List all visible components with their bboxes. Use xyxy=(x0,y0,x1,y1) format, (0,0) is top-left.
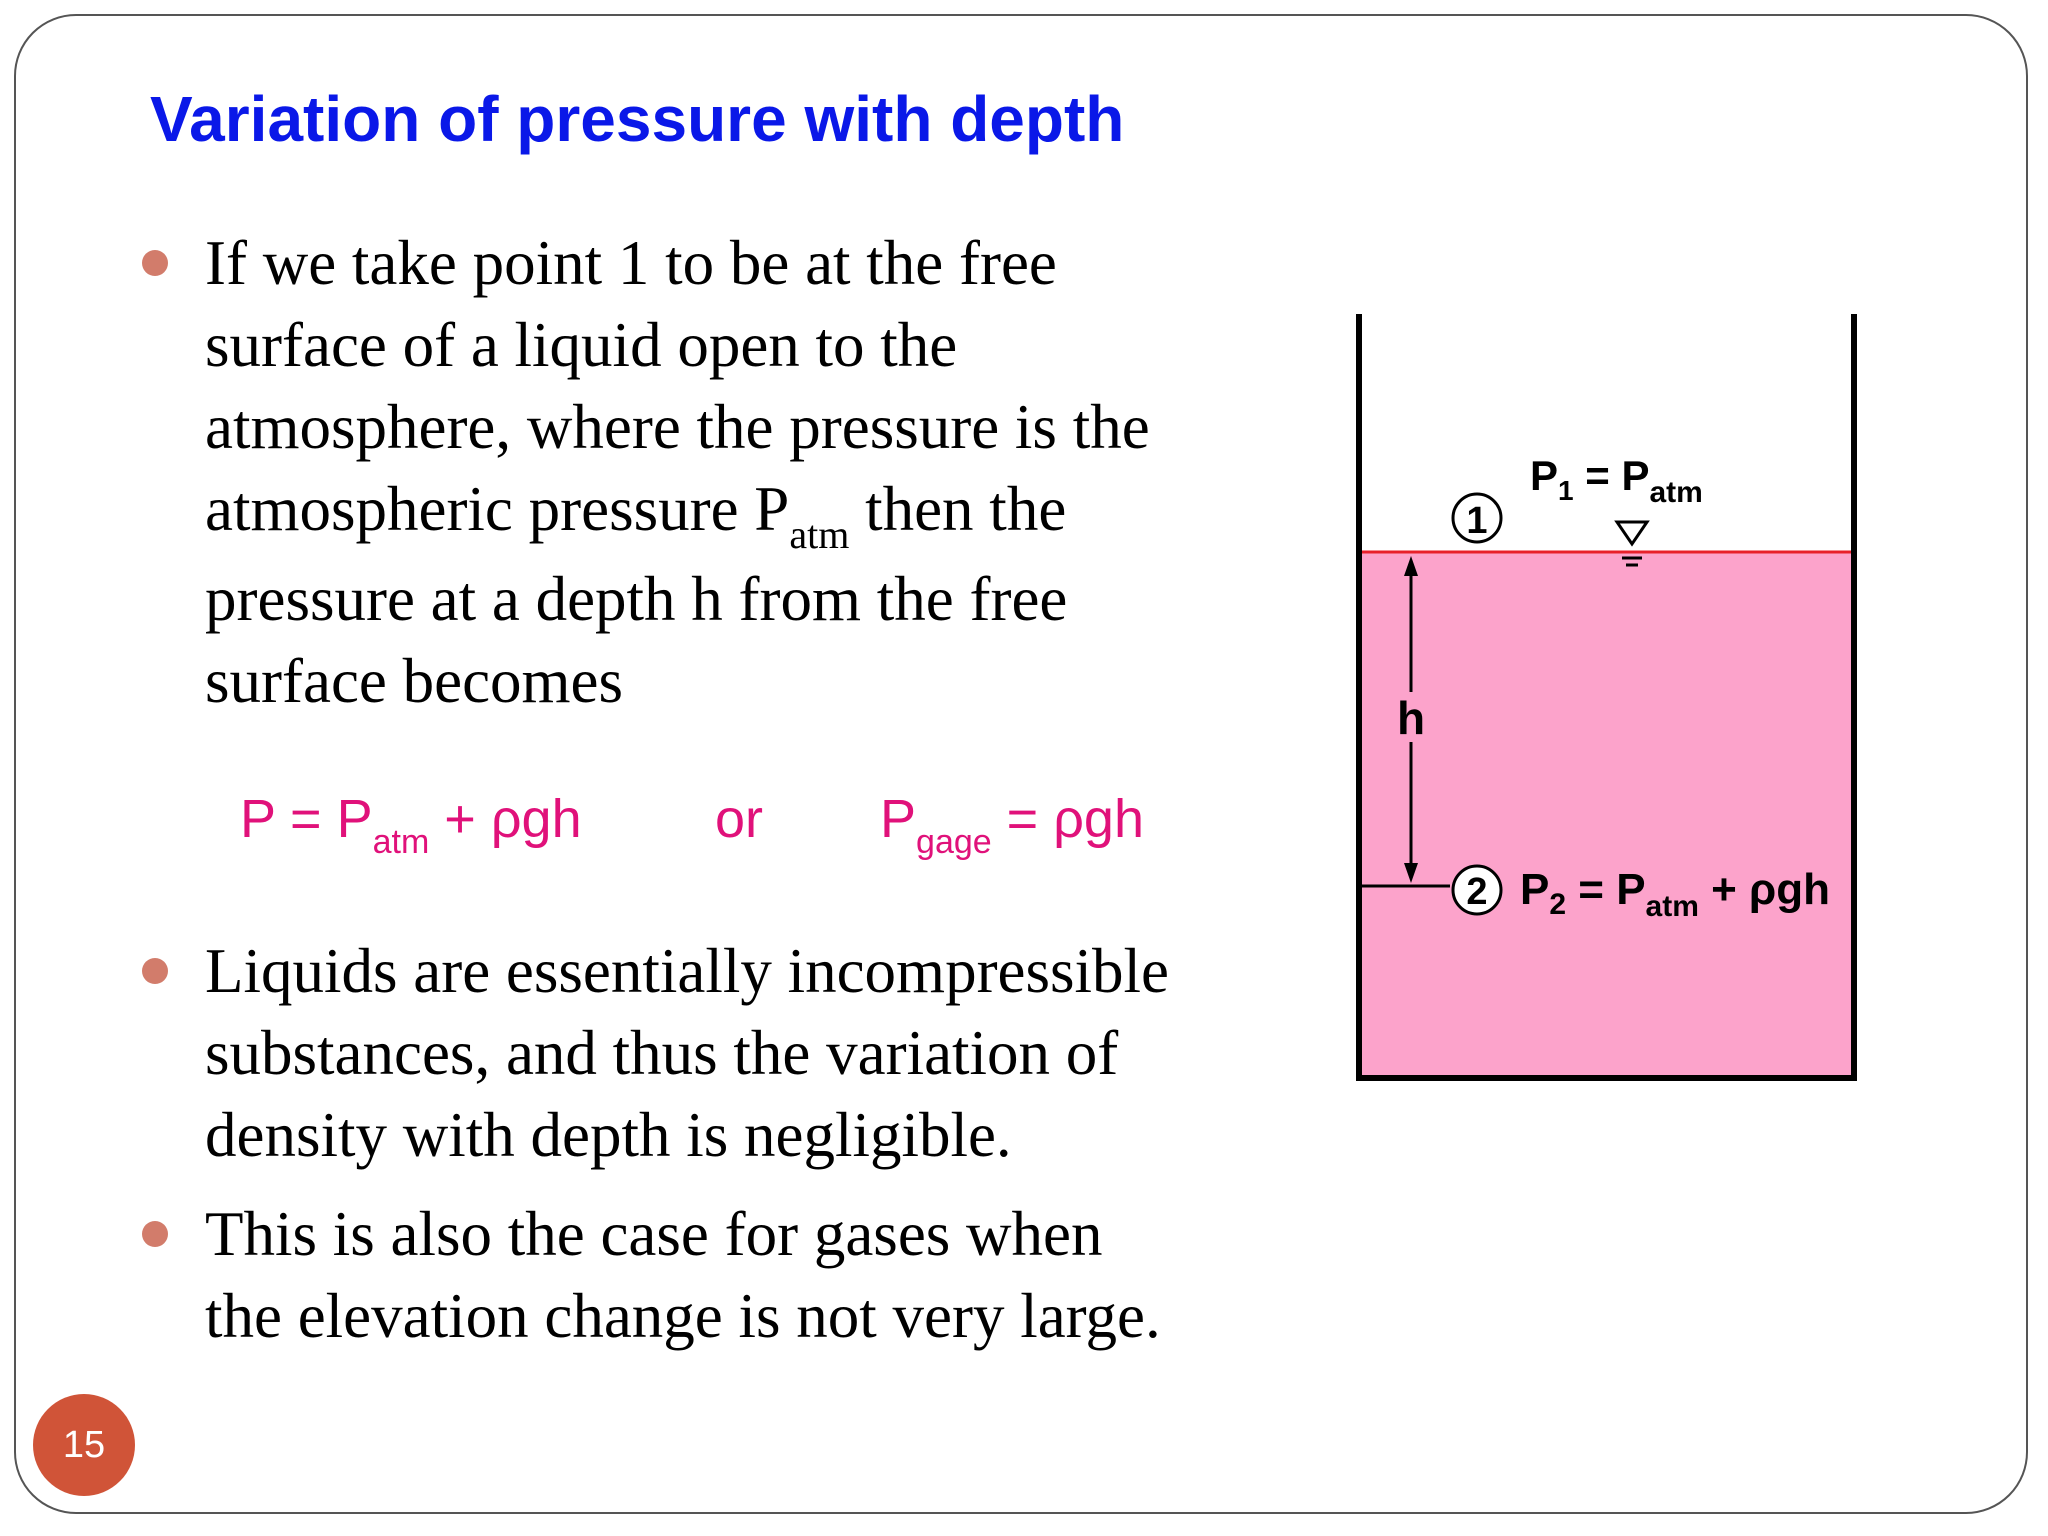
p2-subscript: atm xyxy=(1645,890,1699,923)
free-surface-symbol-icon xyxy=(1617,522,1647,544)
p2-rest: + ρgh xyxy=(1698,865,1831,914)
bullet-line: This is also the case for gases when xyxy=(205,1199,1103,1269)
bullet-line: atmosphere, where the pressure is the xyxy=(205,392,1150,462)
bullet-line: the elevation change is not very large. xyxy=(205,1281,1161,1351)
page-number-badge: 15 xyxy=(33,1394,135,1496)
bullet-line: substances, and thus the variation of xyxy=(205,1018,1119,1088)
bullet-line-part: then the xyxy=(849,474,1067,544)
bullet-line: Liquids are essentially incompressible xyxy=(205,936,1170,1006)
bullet-line: If we take point 1 to be at the free xyxy=(205,228,1057,298)
formula-subscript: gage xyxy=(916,823,992,861)
formula-subscript: atm xyxy=(372,823,430,861)
formula-part: P xyxy=(880,789,917,849)
bullet-line: surface of a liquid open to the xyxy=(205,310,958,380)
p2-symbol: P xyxy=(1520,865,1550,914)
slide-title: Variation of pressure with depth xyxy=(150,83,1125,155)
point1-marker-label: 1 xyxy=(1466,500,1488,542)
liquid-body xyxy=(1359,552,1853,1076)
formula-part: P = P xyxy=(240,789,373,849)
depth-label: h xyxy=(1396,692,1426,744)
bullet-line: surface becomes xyxy=(205,646,624,716)
bullet-line: pressure at a depth h from the free xyxy=(205,564,1068,634)
p1-equation xyxy=(1530,452,1703,509)
p2-index: 2 xyxy=(1549,888,1567,921)
p2-equals: = P xyxy=(1566,865,1646,914)
p1-symbol: P xyxy=(1530,452,1559,499)
p1-index: 1 xyxy=(1558,475,1574,506)
p1-subscript: atm xyxy=(1649,476,1703,509)
subscript-atm: atm xyxy=(789,512,850,557)
point2-marker-label: 2 xyxy=(1466,871,1488,913)
p1-equals: = P xyxy=(1573,452,1650,499)
bullet-line: density with depth is negligible. xyxy=(205,1100,1012,1170)
formula-connector: or xyxy=(715,789,764,849)
bullet-line-part: atmospheric pressure P xyxy=(205,474,790,544)
formula-part: + ρgh xyxy=(429,789,582,849)
formula-part: = ρgh xyxy=(991,789,1144,849)
